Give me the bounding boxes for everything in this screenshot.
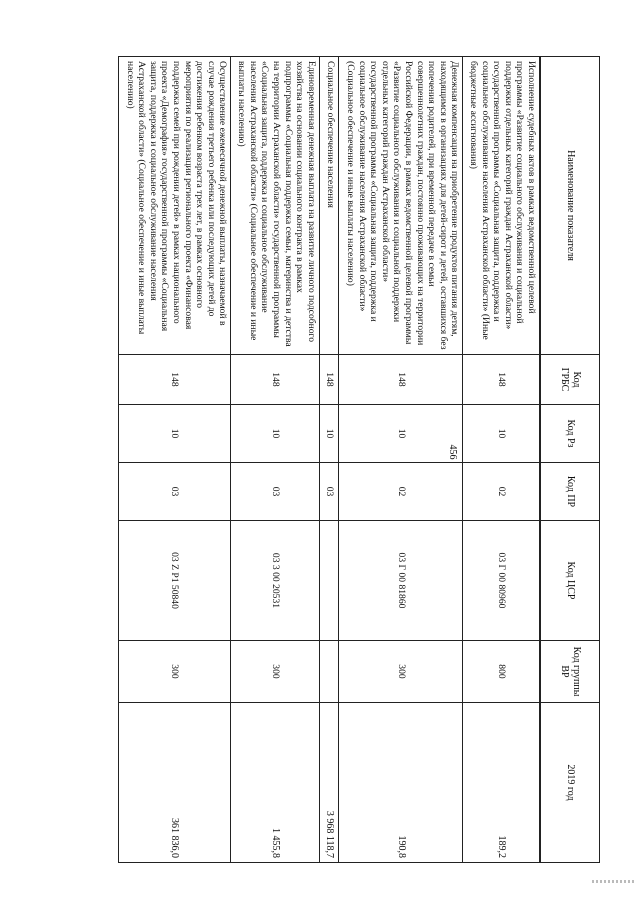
row-name: Денежная компенсация на приобретение продуктов питания детям, находящимся в организациях для детей-сирот и детей, оставшихся без попечения родителей, при временной передаче в семьи совершеннолетних граждан, постоянно проживающих на территории Российской Федерации, в рамках ведомственной целевой программы «Развитие социального обслуживания и социальной поддержки отдельных категорий граждан Астраханской области» государственной программы «Социальная защита, поддержка и социальное обслуживание населения Астраханской области» (Социальное обеспечение и иные выплаты населению) [339,57,463,355]
row-name: Единовременная денежная выплата на развитие личного подсобного хозяйства на основании социального контракта в рамках подпрограммы «Социальная поддержка семьи, материнства и детства на территории Астраханской области» государственной программы «Социальная защита, поддержка и социальное обслуживание населения Астраханской области» (Социальное обеспечение и иные выплаты населению) [231,57,319,355]
row-rz: 10 [319,405,339,463]
header-grbs: Код ГРБС [541,355,600,405]
header-csr: Код ЦСР [541,521,600,641]
row-vr [319,641,339,703]
row-rz: 10 [463,405,540,463]
page-number: 456 [447,444,458,460]
scan-artifact [592,880,636,883]
header-table [540,56,600,863]
row-vr: 300 [339,641,463,703]
budget-table-container [118,56,540,862]
row-csr: 03 Г 00 80960 [463,521,540,641]
table-row [231,57,319,863]
row-csr: 03 Г 00 81860 [339,521,463,641]
budget-table [118,56,540,863]
header-pr: Код ПР [541,463,600,521]
row-name: Социальное обеспечение населения [319,57,339,355]
row-amount: 1 455,8 [231,703,319,863]
header-row [541,57,600,863]
table-row [319,57,339,863]
row-amount: 190,8 [339,703,463,863]
row-csr [319,521,339,641]
row-grbs: 148 [231,355,319,405]
row-grbs: 148 [339,355,463,405]
row-pr: 03 [319,463,339,521]
row-pr: 03 [119,463,231,521]
row-grbs: 148 [319,355,339,405]
header-rz: Код Рз [541,405,600,463]
row-amount: 361 836,0 [119,703,231,863]
row-name: Осуществление ежемесячной денежной выплаты, назначаемой в случае рождения третьего ребенка или последующих детей до достижения ребенком возраста трех лет, в рамках основного мероприятия по реализации регионального проекта «Финансовая поддержка семей при рождении детей» в рамках национального проекта «Демография» государственной программы «Социальная защита, поддержка и социальное обслуживание населения Астраханской области» (Социальное обеспечение и иные выплаты населению) [119,57,231,355]
table-row [463,57,540,863]
row-pr: 03 [231,463,319,521]
row-rz: 10 [339,405,463,463]
row-pr: 02 [463,463,540,521]
row-csr: 03 3 00 20531 [231,521,319,641]
row-vr: 300 [231,641,319,703]
row-rz: 10 [119,405,231,463]
row-grbs: 148 [119,355,231,405]
header-year: 2019 год [541,703,600,863]
row-amount: 3 968 118,7 [319,703,339,863]
row-vr: 300 [119,641,231,703]
table-row [119,57,231,863]
header-vr: Код группы ВР [541,641,600,703]
row-vr: 800 [463,641,540,703]
row-name: Исполнение судебных актов в рамках ведомственной целевой программы «Развитие социального обслуживания и социальной поддержки отдельных категорий граждан Астраханской области» государственной программы «Социальная защита, поддержка и социальное обслуживание населения Астраханской области» (Иные бюджетные ассигнования) [463,57,540,355]
row-csr: 03 Z P1 50840 [119,521,231,641]
row-pr: 02 [339,463,463,521]
header-name: Наименование показателя [541,57,600,355]
row-amount: 189,2 [463,703,540,863]
row-rz: 10 [231,405,319,463]
table-row [339,57,463,863]
row-grbs: 148 [463,355,540,405]
